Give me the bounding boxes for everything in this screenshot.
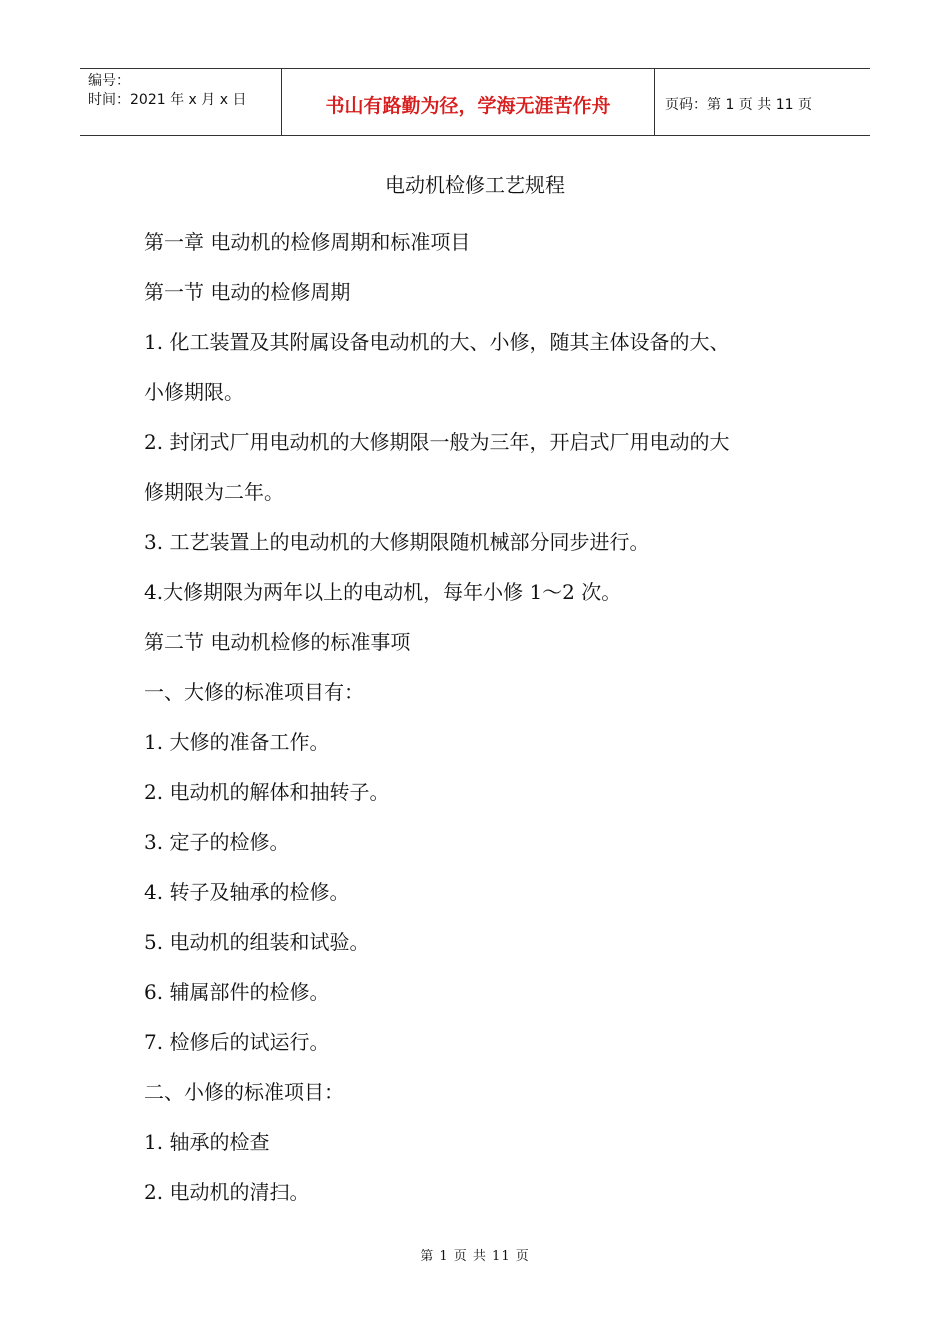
subheading: 一、大修的标准项目有： — [144, 680, 364, 704]
list-item: 6. 辅属部件的检修。 — [144, 980, 330, 1004]
list-item: 2. 电动机的清扫。 — [144, 1180, 310, 1204]
page-header — [80, 68, 870, 136]
list-item: 4. 转子及轴承的检修。 — [144, 880, 350, 904]
header-page-info: 页码：第 1 页 共 11 页 — [665, 97, 812, 113]
document-title: 电动机检修工艺规程 — [385, 173, 565, 197]
paragraph-line: 3. 工艺装置上的电动机的大修期限随机械部分同步进行。 — [144, 530, 650, 554]
paragraph-line: 2. 封闭式厂用电动机的大修期限一般为三年，开启式厂用电动的大 — [144, 430, 730, 454]
paragraph-line: 1. 化工装置及其附属设备电动机的大、小修，随其主体设备的大、 — [144, 330, 730, 354]
document-body — [144, 217, 824, 1217]
list-item: 7. 检修后的试运行。 — [144, 1030, 330, 1054]
header-meta — [80, 69, 282, 135]
page-footer: 第 1 页 共 11 页 — [420, 1249, 530, 1264]
list-item: 1. 大修的准备工作。 — [144, 730, 330, 754]
paragraph-line: 修期限为二年。 — [144, 480, 284, 504]
chapter-heading: 第一章 电动机的检修周期和标准项目 — [144, 230, 471, 254]
date-label: 时间：2021 年 x 月 x 日 — [88, 92, 247, 108]
section-heading: 第一节 电动的检修周期 — [144, 280, 351, 304]
header-motto: 书山有路勤为径，学海无涯苦作舟 — [282, 69, 655, 135]
subheading: 二、小修的标准项目： — [144, 1080, 344, 1104]
list-item: 5. 电动机的组装和试验。 — [144, 930, 370, 954]
section-heading: 第二节 电动机检修的标准事项 — [144, 630, 411, 654]
paragraph-line: 小修期限。 — [144, 380, 244, 404]
list-item: 1. 轴承的检查 — [144, 1130, 270, 1154]
number-label: 编号： — [88, 73, 130, 89]
list-item: 3. 定子的检修。 — [144, 830, 290, 854]
paragraph-line: 4.大修期限为两年以上的电动机，每年小修 1～2 次。 — [144, 580, 622, 604]
list-item: 2. 电动机的解体和抽转子。 — [144, 780, 390, 804]
